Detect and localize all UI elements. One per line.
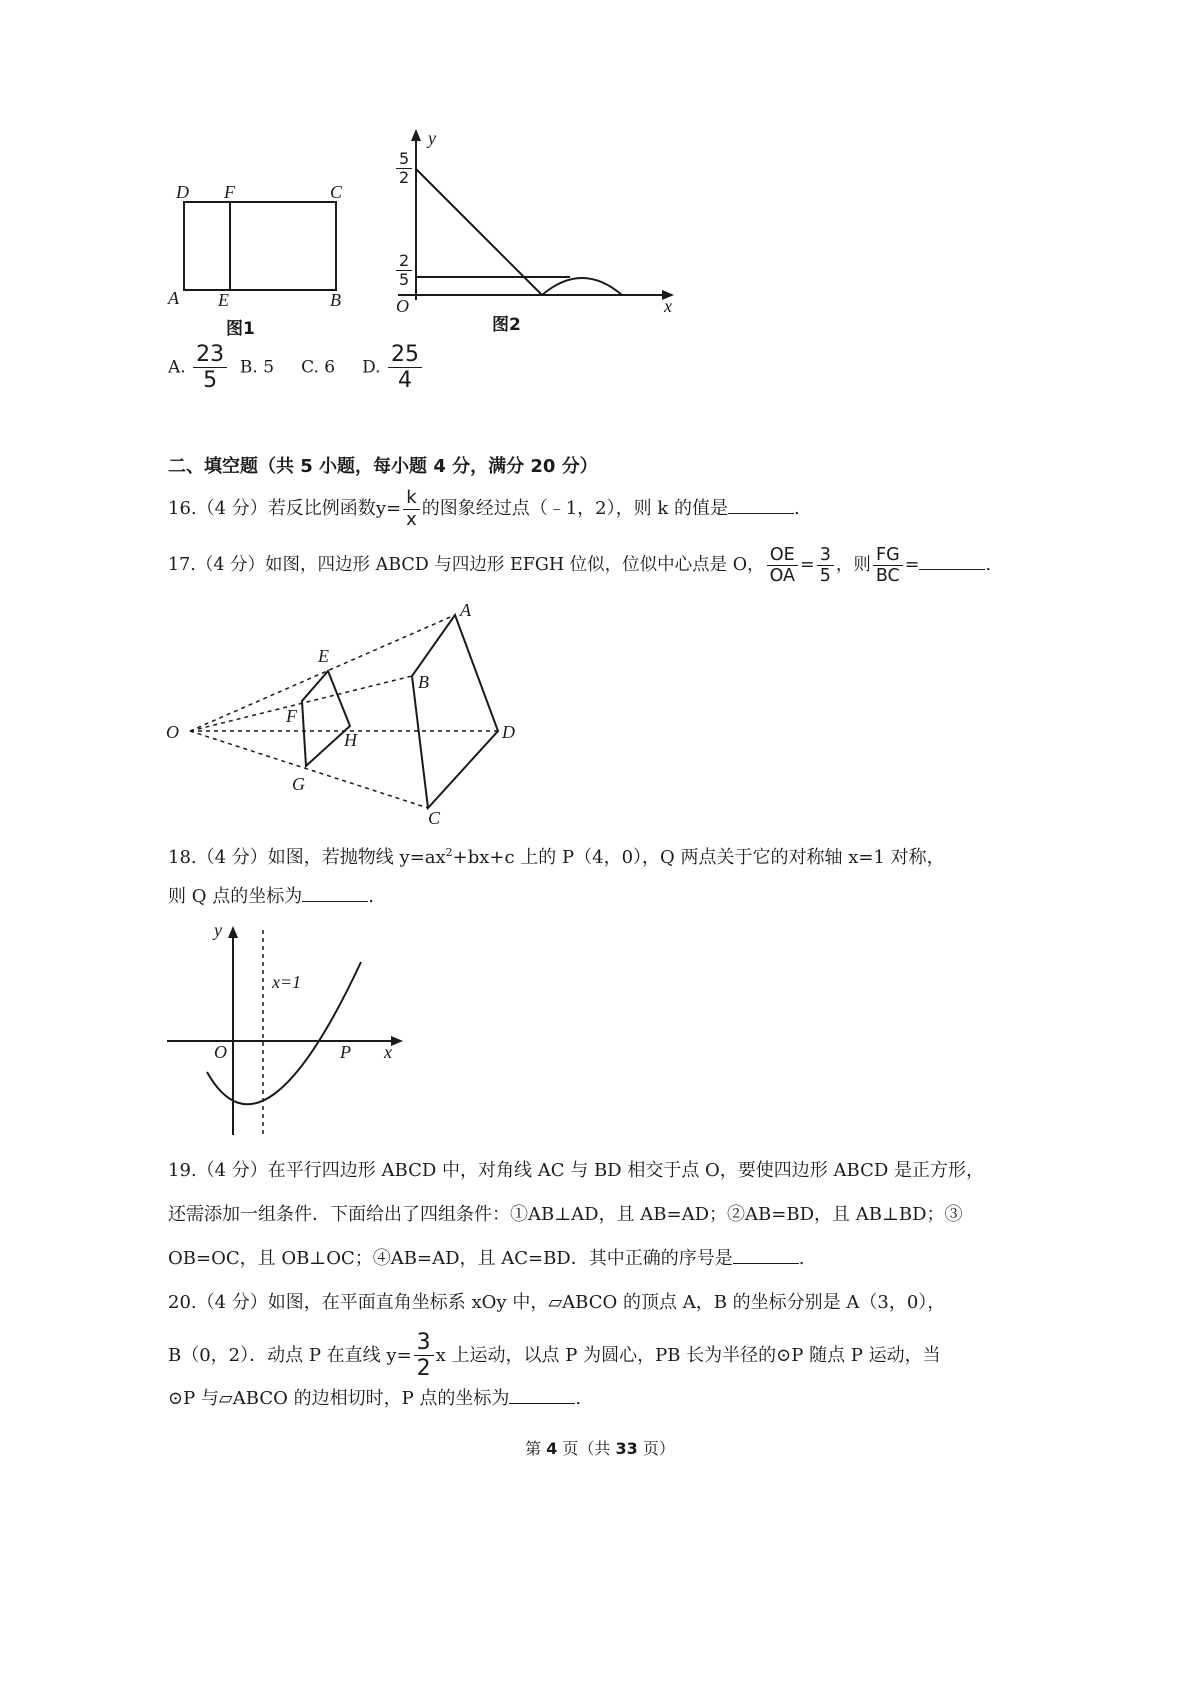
ray-oc <box>190 731 428 808</box>
fig17-label-o: O <box>166 722 179 742</box>
fig18-x-arrow <box>391 1036 403 1046</box>
question-18-line-1: 18.（4 分）如图，若抛物线 $y=ax^2+bx+c$ 上的 P（4，0），Q 两点关于它的对称轴 x=1 对称， <box>168 846 945 868</box>
q20-three-halves: $\frac{3}{2}$ <box>414 1330 434 1382</box>
question-16: 16.（4 分）若反比例函数y= $\frac{k}{x}$ 的图象经过点（﹣1，2），则 k 的值是 . <box>168 487 800 530</box>
quadrilateral-abcd <box>412 615 498 808</box>
option-a-fraction: $\frac{23}{5}$ <box>193 342 227 394</box>
fig1-label-b: B <box>330 290 341 310</box>
page-footer: 第 4 页（共 33 页） <box>525 1439 675 1458</box>
question-18-line-2: 则 Q 点的坐标为 . <box>168 886 374 907</box>
question-19-line-3: OB=OC，且 OB⊥OC；④AB=AD，且 AC=BD．其中正确的序号是 . <box>168 1248 805 1269</box>
fig18-x-label: x <box>384 1042 392 1062</box>
fig1-caption: 图1 <box>226 319 255 339</box>
option-b: B. 5 <box>239 357 275 378</box>
fig17-label-h: H <box>344 730 357 750</box>
figure-18 <box>165 920 415 1145</box>
fig2-x-label: x <box>664 296 672 316</box>
q17-fg-over-bc: $\frac{FG}{BC}$ <box>873 545 903 586</box>
q17-three-fifths: $\frac{3}{5}$ <box>817 545 834 586</box>
fig18-origin-label: O <box>214 1042 227 1062</box>
fig17-label-b: B <box>418 672 429 692</box>
answer-blank <box>302 887 368 902</box>
figure-2 <box>390 125 690 315</box>
fig1-label-c: C <box>330 182 343 202</box>
fig2-origin-label: O <box>396 296 409 316</box>
fig1-label-d: D <box>176 182 189 202</box>
fig17-label-e: E <box>318 646 329 666</box>
question-20-line-1: 20.（4 分）如图，在平面直角坐标系 xOy 中，▱ABCO 的顶点 A，B 的坐标分别是 A（3，0）， <box>168 1292 946 1313</box>
answer-blank <box>509 1389 575 1404</box>
question-20-line-3: ⊙P 与▱ABCO 的边相切时，P 点的坐标为 . <box>168 1388 582 1409</box>
fig17-label-a: A <box>460 600 471 620</box>
question-17: 17.（4 分）如图，四边形 ABCD 与四边形 EFGH 位似，位似中心点是 O， $\frac{OE}{OA}$ = $\frac{3}{5}$ ，则 $\frac{FG}{BC}$ = . <box>168 545 992 587</box>
ray-ob <box>190 676 412 731</box>
answer-blank <box>919 555 985 570</box>
option-d-fraction: $\frac{25}{4}$ <box>388 342 422 394</box>
option-a-label: A. <box>168 357 186 378</box>
fig2-arc <box>542 278 622 295</box>
option-d-label: D. <box>362 357 381 378</box>
fig18-axis-label: x=1 <box>272 972 302 992</box>
fig2-tick-five-halves: $\frac{5}{2}$ <box>396 150 412 188</box>
page-total: 33 <box>615 1439 638 1458</box>
fig1-label-f: F <box>224 182 235 202</box>
answer-blank <box>728 499 794 514</box>
question-19-line-2: 还需添加一组条件．下面给出了四组条件：①AB⊥AD，且 AB=AD；②AB=BD，且 AB⊥BD；③ <box>168 1204 963 1225</box>
figure-17 <box>170 600 550 835</box>
fig2-tick-two-fifths: $\frac{2}{5}$ <box>396 252 412 290</box>
fig17-label-f: F <box>286 706 297 726</box>
fig1-label-a: A <box>168 288 179 308</box>
rectangle-abcd <box>184 202 336 290</box>
section-title: 二、填空题（共 5 小题，每小题 4 分，满分 20 分） <box>168 456 598 477</box>
answer-blank <box>733 1249 799 1264</box>
fig18-y-label: y <box>214 920 222 940</box>
fig2-y-label: y <box>428 128 436 148</box>
fig2-y-arrow <box>411 129 421 141</box>
fig2-caption: 图2 <box>492 315 521 335</box>
q16-k-over-x: $\frac{k}{x}$ <box>403 488 420 530</box>
figure-1 <box>170 180 370 350</box>
page-number: 4 <box>546 1439 558 1458</box>
fig17-label-d: D <box>502 722 515 742</box>
fig1-label-e: E <box>218 290 229 310</box>
quadrilateral-efgh <box>302 671 350 766</box>
option-c: C. 6 <box>301 357 336 378</box>
fig18-y-arrow <box>228 926 238 938</box>
question-20-line-2: B（0，2）．动点 P 在直线 y= $\frac{3}{2}$ x 上运动，以点 P 为圆心，PB 长为半径的⊙P 随点 P 运动，当 <box>168 1330 941 1382</box>
fig18-p-label: P <box>340 1042 351 1062</box>
q17-oe-over-oa: $\frac{OE}{OA}$ <box>767 545 798 586</box>
q15-options <box>168 342 424 394</box>
fig17-label-c: C <box>428 808 441 828</box>
fig17-label-g: G <box>292 774 305 794</box>
question-19-line-1: 19.（4 分）在平行四边形 ABCD 中，对角线 AC 与 BD 相交于点 O，要使四边形 ABCD 是正方形， <box>168 1160 985 1181</box>
